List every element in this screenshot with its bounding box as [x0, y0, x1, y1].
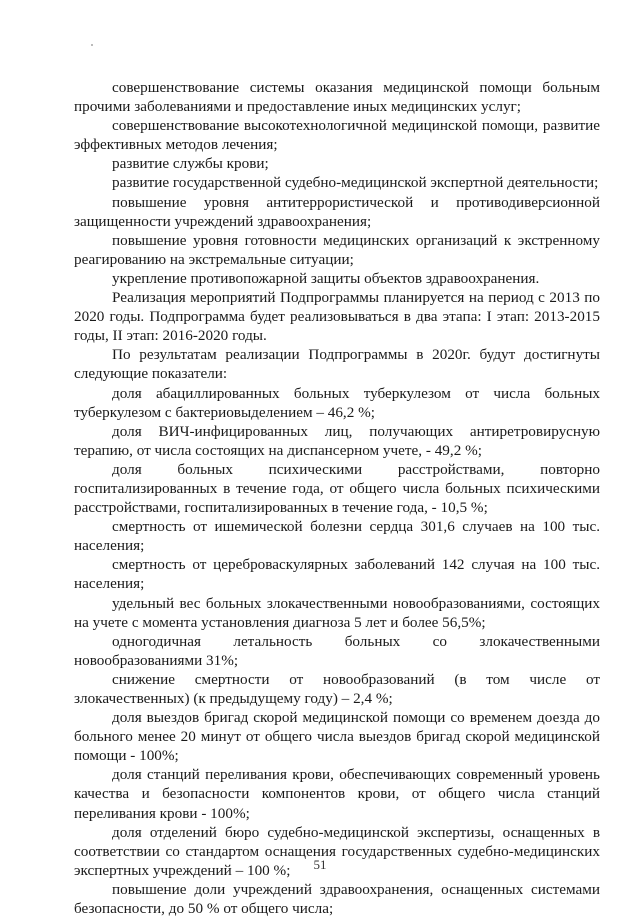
paragraph: повышение уровня готовности медицинских организаций к экстренному реагированию на экстремальные ситуации; — [74, 231, 600, 268]
paragraph: укрепление противопожарной защиты объектов здравоохранения. — [112, 269, 540, 287]
paragraph: повышение доли учреждений здравоохранения, оснащенных системами безопасности, до 50 % от общего числа; — [74, 880, 600, 918]
paragraph: снижение смертности от новообразований (в том числе от злокачественных) (к предыдущему году) – 2,4 %; — [74, 670, 600, 707]
paragraph: одногодичная летальность больных со злокачественными новообразованиями 31%; — [74, 632, 600, 669]
paragraph: доля абациллированных больных туберкулезом от числа больных туберкулезом с бактериовыделением – 46,2 %; — [74, 384, 600, 421]
paragraph: развитие службы крови; — [112, 155, 269, 173]
paragraph: совершенствование системы оказания медицинской помощи больным прочими заболеваниями и предоставление иных медицинских услуг; — [74, 79, 600, 116]
paragraph: доля станций переливания крови, обеспечивающих современный уровень качества и безопасности компонентов крови, от общего числа станций переливания крови - 100%; — [74, 766, 600, 822]
paragraph: доля отделений бюро судебно-медицинской экспертизы, оснащенных в соответствии со стандартом оснащения государственных судебно-медицинских экспертных учреждений – 100 %; — [74, 823, 600, 879]
paragraph: Реализация мероприятий Подпрограммы планируется на период с 2013 по 2020 годы. Подпрограмма будет реализовываться в два этапа: I этап: 2013-2015 годы, II этап: 2016-2020 годы. — [74, 289, 600, 345]
scan-speck — [91, 44, 93, 46]
paragraph: удельный вес больных злокачественными новообразованиями, состоящих на учете с момента установления диагноза 5 лет и более 56,5%; — [74, 594, 600, 631]
page-number: 51 — [313, 857, 327, 872]
paragraph: развитие государственной судебно-медицинской экспертной деятельности; — [112, 174, 599, 192]
paragraph: совершенствование высокотехнологичной медицинской помощи, развитие эффективных методов лечения; — [74, 117, 600, 154]
paragraph: По результатам реализации Подпрограммы в 2020г. будут достигнуты следующие показатели: — [74, 346, 600, 383]
paragraph: доля ВИЧ-инфицированных лиц, получающих антиретровирусную терапию, от числа состоящих на диспансерном учете, - 49,2 %; — [74, 422, 600, 459]
paragraph: доля больных психическими расстройствами, повторно госпитализированных в течение года, от общего числа больных психическими расстройствами, госпитализированных в течение года, - 10,5 %; — [74, 460, 600, 517]
document-body — [74, 78, 600, 918]
paragraph: смертность от цереброваскулярных заболеваний 142 случая на 100 тыс. населения; — [74, 556, 600, 593]
paragraph: доля выездов бригад скорой медицинской помощи со временем доезда до больного менее 20 минут от общего числа выездов бригад скорой медицинской помощи - 100%; — [74, 709, 600, 765]
paragraph: смертность от ишемической болезни сердца 301,6 случаев на 100 тыс. населения; — [74, 518, 600, 555]
paragraph: повышение уровня антитеррористической и противодиверсионной защищенности учреждений здравоохранения; — [74, 193, 600, 230]
